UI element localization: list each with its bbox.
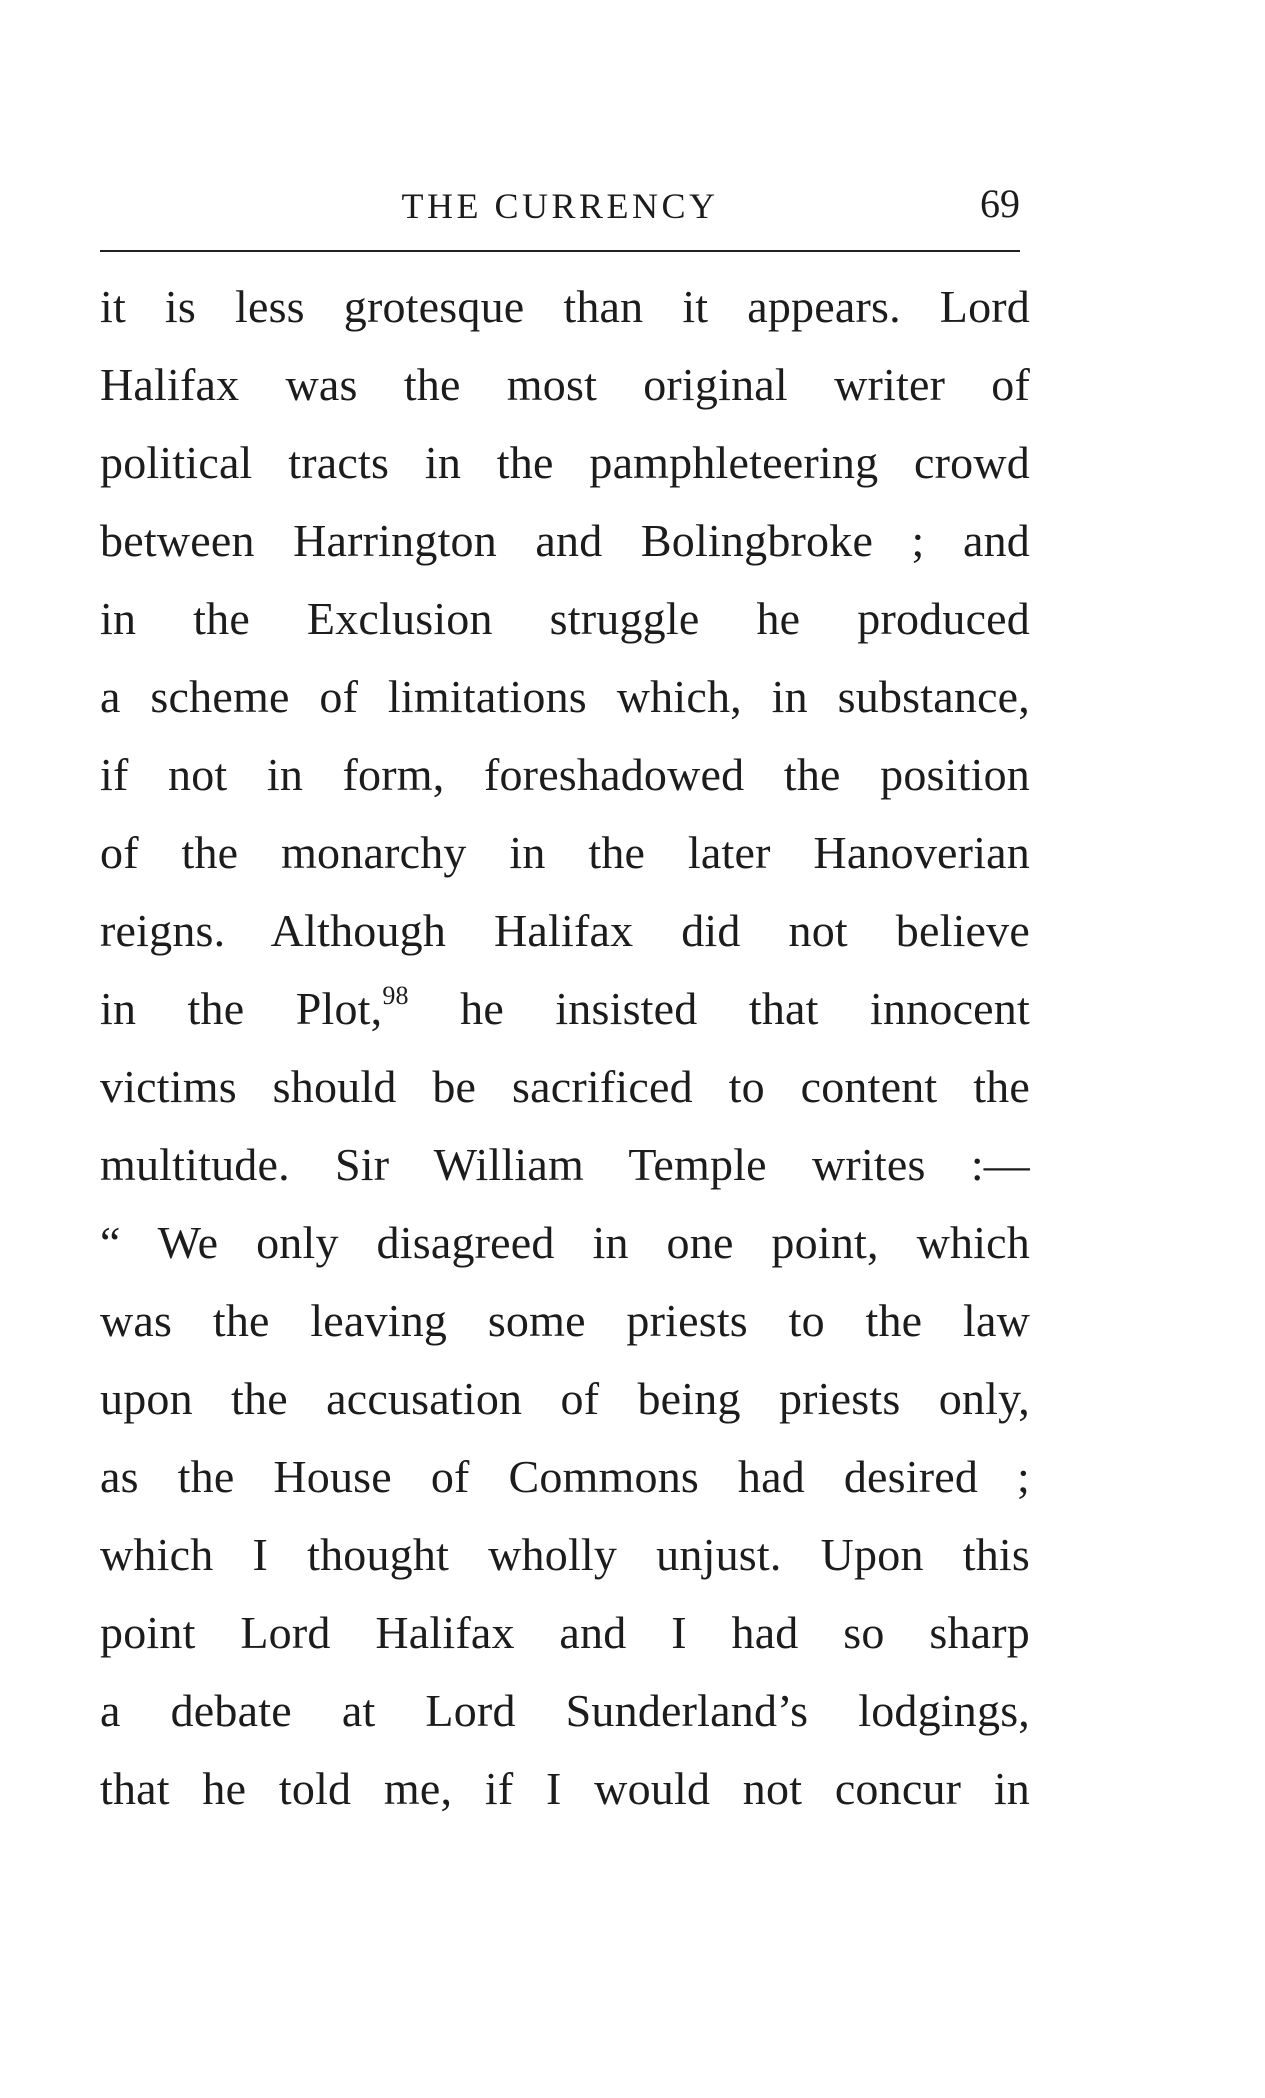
text-line: as the House of Commons had desired ; bbox=[100, 1451, 1030, 1502]
text-line: which I thought wholly unjust. Upon this bbox=[100, 1529, 1030, 1580]
text-line: “ We only disagreed in one point, which bbox=[100, 1217, 1030, 1268]
text-line: in the Exclusion struggle he produced bbox=[100, 593, 1030, 644]
text-line: upon the accusation of being priests only, bbox=[100, 1373, 1030, 1424]
text-line: was the leaving some priests to the law bbox=[100, 1295, 1030, 1346]
text-line: victims should be sacrificed to content the bbox=[100, 1061, 1030, 1112]
text-line: a scheme of limitations which, in substance, bbox=[100, 671, 1030, 722]
running-head bbox=[100, 180, 1020, 240]
text-line-end: he insisted that innocent bbox=[408, 983, 1030, 1034]
text-line: political tracts in the pamphleteering crowd bbox=[100, 437, 1030, 488]
text-line-with-footnote bbox=[100, 970, 1030, 1048]
text-line: reigns. Although Halifax did not believe bbox=[100, 905, 1030, 956]
text-line: that he told me, if I would not concur in bbox=[100, 1763, 1030, 1814]
text-line: Halifax was the most original writer of bbox=[100, 359, 1030, 410]
text-line: if not in form, foreshadowed the position bbox=[100, 749, 1030, 800]
page-number: 69 bbox=[980, 181, 1020, 226]
header-rule bbox=[100, 250, 1020, 252]
body-text bbox=[100, 268, 1030, 1828]
text-line: it is less grotesque than it appears. Lord bbox=[100, 281, 1030, 332]
text-line: multitude. Sir William Temple writes :— bbox=[100, 1139, 1030, 1190]
text-line: of the monarchy in the later Hanoverian bbox=[100, 827, 1030, 878]
running-title: THE CURRENCY bbox=[401, 186, 719, 226]
text-line-start: in the Plot, bbox=[100, 983, 383, 1034]
text-line: point Lord Halifax and I had so sharp bbox=[100, 1607, 1030, 1658]
footnote-reference[interactable]: 98 bbox=[382, 981, 409, 1010]
text-line: between Harrington and Bolingbroke ; and bbox=[100, 515, 1030, 566]
text-line: a debate at Lord Sunderland’s lodgings, bbox=[100, 1685, 1030, 1736]
